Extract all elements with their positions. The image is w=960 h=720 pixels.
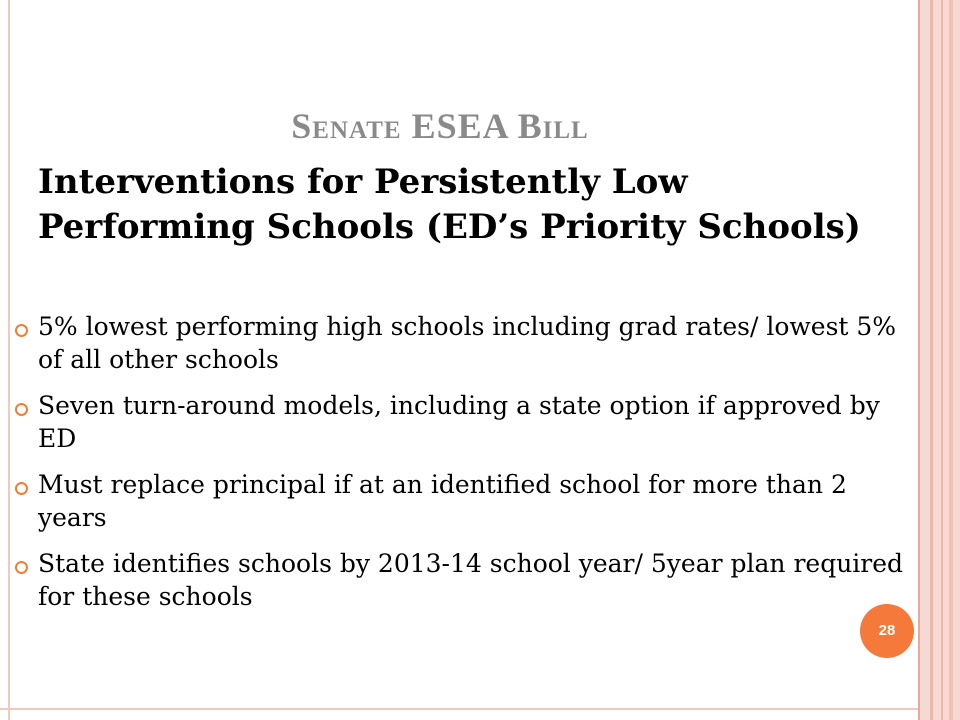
circle-bullet-icon xyxy=(15,561,28,574)
circle-bullet-icon xyxy=(15,324,28,337)
page-number-badge: 28 xyxy=(860,604,914,658)
circle-bullet-icon xyxy=(15,482,28,495)
circle-bullet-icon xyxy=(15,403,28,416)
slide-title: Senate ESEA Bill xyxy=(291,106,589,146)
bullet-item xyxy=(0,310,918,376)
bullet-text: 5% lowest performing high schools including grad rates/ lowest 5% of all other schools xyxy=(38,312,897,374)
bullet-text: State identifies schools by 2013-14 school year/ 5year plan required for these schools xyxy=(38,549,904,611)
bullet-item xyxy=(0,389,918,455)
decorative-stripe xyxy=(949,0,953,720)
bullet-item xyxy=(0,468,918,534)
bullet-list xyxy=(0,310,918,626)
bullet-text: Seven turn-around models, including a state option if approved by ED xyxy=(38,391,880,453)
right-decorative-band xyxy=(918,0,960,720)
frame-bottom-line xyxy=(0,708,928,710)
bullet-text: Must replace principal if at an identified school for more than 2 years xyxy=(38,470,847,532)
slide-heading: Interventions for Persistently Low Performing Schools (ED’s Priority Schools) xyxy=(38,162,861,247)
decorative-stripe xyxy=(930,0,933,720)
decorative-stripe xyxy=(918,0,920,720)
bullet-item xyxy=(0,547,918,613)
decorative-stripe xyxy=(941,0,943,720)
